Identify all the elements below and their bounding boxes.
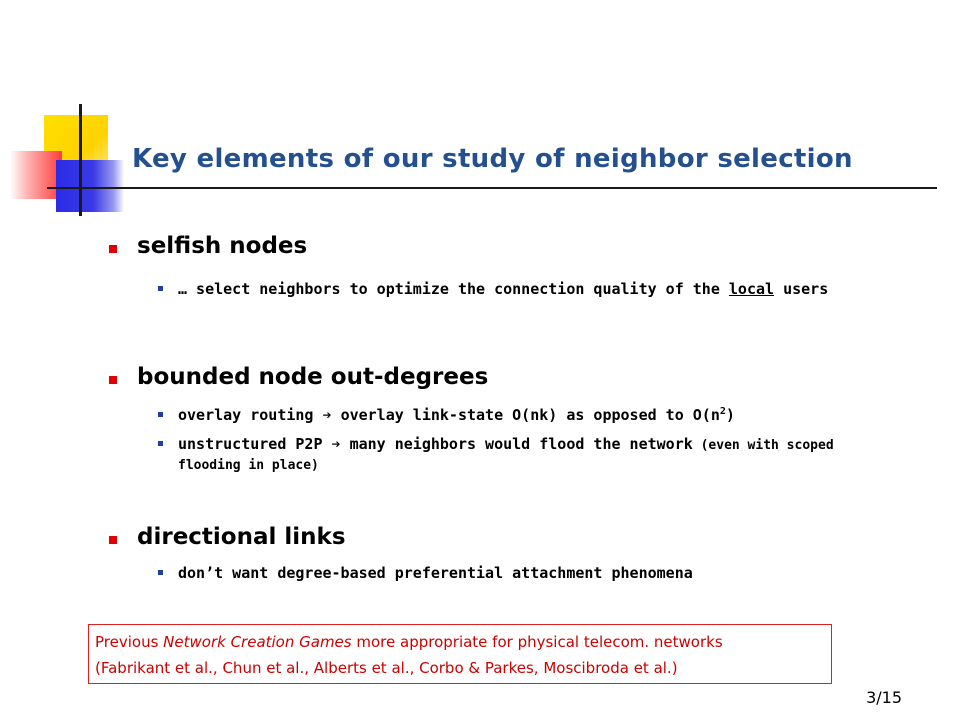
sub-bullet-overlay-routing: overlay routing ➔ overlay link-state O(nk) as opposed to $O(n^2)$ bbox=[178, 406, 868, 425]
slide-title: Key elements of our study of neighbor selection bbox=[132, 144, 853, 174]
page-number: 3/15 bbox=[866, 688, 902, 707]
bullet-directional-links: directional links bbox=[137, 524, 346, 550]
sub-bullet-selfish: … select neighbors to optimize the connection quality of the local users bbox=[178, 280, 868, 299]
logo-red-square bbox=[10, 151, 62, 199]
sub-bullet-directional: don’t want degree-based preferential attachment phenomena bbox=[178, 564, 868, 583]
note-box bbox=[88, 624, 832, 684]
title-underline bbox=[47, 187, 937, 189]
arrow-icon: ➔ bbox=[331, 435, 341, 453]
sub-bullet-marker bbox=[158, 286, 163, 291]
note-line-1: Previous Network Creation Games more appropriate for physical telecom. networks bbox=[95, 633, 723, 651]
bullet-bounded-degrees: bounded node out-degrees bbox=[137, 364, 489, 390]
sub-bullet-unstructured-p2p: unstructured P2P ➔ many neighbors would flood the network (even with scoped flooding in place) bbox=[178, 435, 868, 475]
logo-blue-square bbox=[56, 160, 124, 212]
logo-vertical-line bbox=[79, 104, 82, 216]
sub-bullet-marker bbox=[158, 441, 163, 446]
arrow-icon: ➔ bbox=[322, 406, 332, 424]
sub-bullet-marker bbox=[158, 570, 163, 575]
note-line-2: (Fabrikant et al., Chun et al., Alberts et al., Corbo & Parkes, Moscibroda et al.) bbox=[95, 659, 678, 677]
bullet-selfish-nodes: selfish nodes bbox=[137, 233, 308, 259]
sub-bullet-marker bbox=[158, 412, 163, 417]
